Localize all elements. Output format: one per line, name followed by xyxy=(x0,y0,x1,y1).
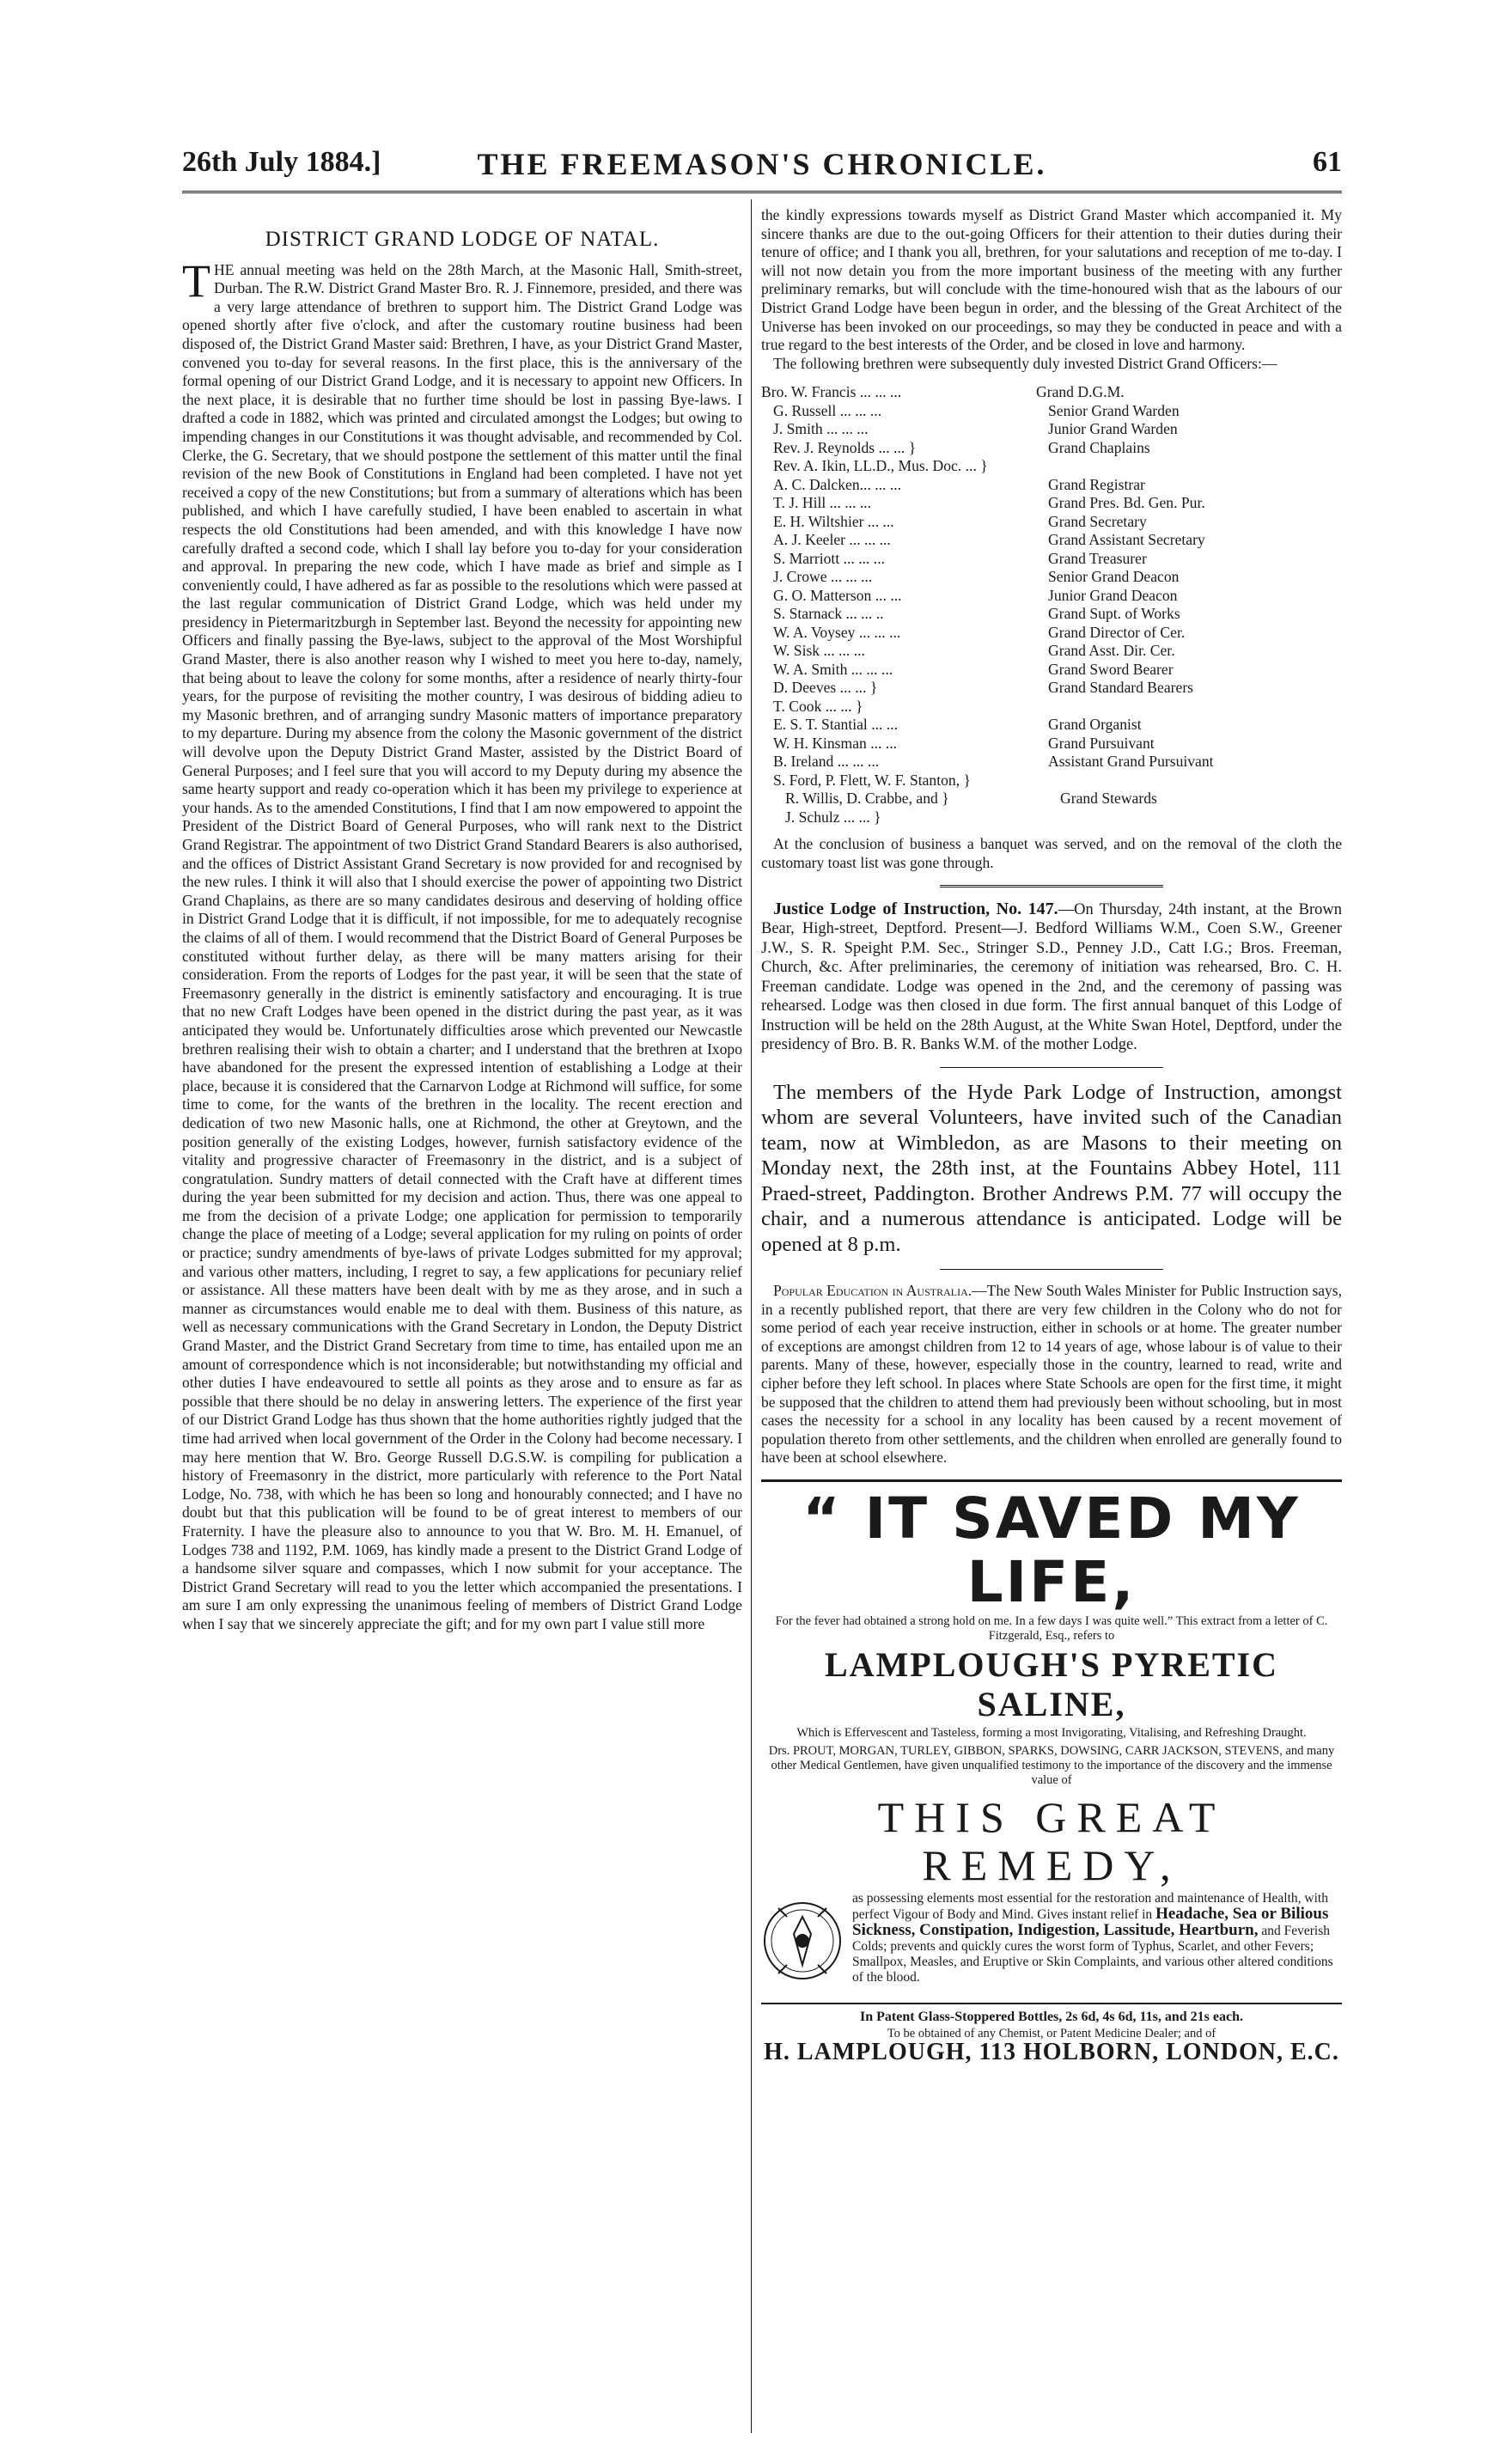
officer-name: G. Russell ... ... ... xyxy=(773,401,882,419)
officer-title xyxy=(1048,698,1342,717)
officer-name: Bro. W. Francis ... ... ... xyxy=(761,383,902,401)
officer-row xyxy=(761,605,1342,624)
officer-name: T. J. Hill ... ... ... xyxy=(773,494,872,512)
hyde-park-notice: The members of the Hyde Park Lodge of Instruction, amongst whom are several Volunteers, have invited such of the Canadian team, now at Wimbledon, as are Masons to their meeting on Monday next, the 28th inst, at the Fountains Abbey Hotel, 111 Praed-street, Paddington. Brother Andrews P.M. 77 will occupy the chair, and a numerous attendance is anticipated. Lodge will be opened at 8 p.m. xyxy=(761,1080,1342,1256)
officer-name: G. O. Matterson ... ... xyxy=(773,586,902,604)
section-rule xyxy=(940,885,1163,887)
justice-lead: Justice Lodge of Instruction, No. 147. xyxy=(773,899,1058,918)
header-rule xyxy=(182,191,1342,193)
officer-title: Grand Treasurer xyxy=(1048,549,1147,567)
ad-brand: LAMPLOUGH'S PYRETIC SALINE, xyxy=(824,1644,1279,1723)
ad-body-pre: as possessing elements most essential for the restoration and maintenance of Health, with perfect Vigour of Body and Mind. Gives instant relief in xyxy=(852,1890,1328,1922)
officer-name: W. Sisk ... ... ... xyxy=(773,642,865,660)
officer-title: Assistant Grand Pursuivant xyxy=(1048,753,1214,771)
article-body xyxy=(182,254,742,1634)
ad-doctors: Drs. PROUT, MORGAN, TURLEY, GIBBON, SPARKS, DOWSING, CARR JACKSON, STEVENS, and many other Medical Gentlemen, have given unqualified testimony to the importance of the discovery and the immense value of xyxy=(768,1743,1335,1787)
section-rule xyxy=(940,1067,1163,1068)
officer-row xyxy=(761,753,1342,772)
officer-title: Senior Grand Warden xyxy=(1048,401,1180,419)
officer-row xyxy=(761,679,1342,698)
officer-name: Rev. A. Ikin, LL.D., Mus. Doc. ... } xyxy=(773,457,988,475)
article-closing: At the conclusion of business a banquet was served, and on the removal of the cloth the customary toast list was gone through. xyxy=(761,835,1342,871)
right-column xyxy=(761,206,1342,2065)
officer-title: Junior Grand Deacon xyxy=(1048,586,1178,604)
officer-name: W. A. Smith ... ... ... xyxy=(773,660,893,678)
officer-title: Grand Stewards xyxy=(1060,790,1157,808)
officer-row xyxy=(761,772,1342,790)
officer-title: Senior Grand Deacon xyxy=(1048,568,1180,586)
officer-row xyxy=(761,698,1342,717)
justice-text: —On Thursday, 24th instant, at the Brown Bear, High-street, Deptford. Present—J. Bedford Williams W.M., Coen S.W., Greener J.W., S. R. Speight P.M. Sec., Stringer S.D., Penney J.D., Catt I.G.; Bros. Freeman, Church, &c. After preliminaries, the ceremony of initiation was rehearsed, Bro. C. H. Freeman candidate. Lodge was opened in the 2nd, and the ceremony of passing was rehearsed. Lodge was then closed in due form. The first annual banquet of this Lodge of Instruction will be held on the 28th August, at the White Swan Hotel, Deptford, under the presidency of Bro. B. R. Banks W.M. of the mother Lodge. xyxy=(761,900,1342,1054)
officer-name: R. Willis, D. Crabbe, and } xyxy=(785,790,949,808)
officer-row xyxy=(761,476,1342,495)
officer-title: Grand Organist xyxy=(1048,716,1142,734)
officer-title: Junior Grand Warden xyxy=(1048,420,1178,438)
officer-name: A. C. Dalcken... ... ... xyxy=(773,475,902,493)
officer-title: Grand Pursuivant xyxy=(1048,734,1155,752)
article-title: DISTRICT GRAND LODGE OF NATAL. xyxy=(265,228,660,251)
section-rule xyxy=(940,1269,1163,1270)
officer-name: J. Smith ... ... ... xyxy=(773,420,869,438)
officer-name: S. Marriott ... ... ... xyxy=(773,549,885,567)
officer-title: Grand Registrar xyxy=(1048,475,1145,493)
officer-row xyxy=(761,808,1342,827)
officer-row xyxy=(761,420,1342,439)
ad-body-ailments: Headache, Sea or Bilious Sickness, Constipation, Indigestion, Lassitude, Heartburn, xyxy=(852,1904,1329,1939)
ad-body xyxy=(761,1891,1342,1992)
article-paragraph: HE annual meeting was held on the 28th March, at the Masonic Hall, Smith-street, Durban. The R.W. District Grand Master Bro. R. J. Finnemore, presided, and there was a very large attendance of brethren to support him. The District Grand Lodge was opened shortly after five o'clock, and after the customary routine business had been disposed of, the District Grand Master said: Brethren, I have, as your District Grand Master, convened you to-day for several reasons. In the first place, this is the anniversary of the formal opening of our District Grand Lodge, and it is necessary to appoint new Officers. In the next place, it is desirable that no further time should be lost in passing Bye-laws. I drafted a code in 1882, which was printed and circulated amongst the Lodges; but owing to impending changes in our Constitutions it was thought advisable, and recommended by Col. Clerke, the G. Secretary, that we should postpone the settlement of this matter until the final revision of the new Book of Constitutions in England had been completed. I have not yet received a copy of the new Constitutions; but from a summary of alterations which has been published, and which I have carefully studied, I have been enabled to ascertain in what respects the old Constitutions had been amended, and with this knowledge I have now carefully drafted a second code, which I shall lay before you to-day for your consideration and approval. In preparing the new code, which I have made as brief and simple as I conveniently could, I have adhered as far as possible to the resolutions which were passed at the last regular communication of District Grand Lodge, which was held under my presidency in Pietermaritzburgh in September last. Beyond the necessity for appointing new Officers and finally passing the Bye-laws, subject to the approval of the Most Worshipful Grand Master, there is also another reason why I wished to meet you here to-day, namely, that being about to leave the colony for some months, after a residence of nearly thirty-four years, for the purpose of revisiting the mother country, I was desirous of bidding adieu to my Masonic brethren, and of arranging sundry Masonic matters of importance preparatory to my departure. During my absence from the colony the Masonic government of the district will devolve upon the Deputy District Grand Master, assisted by the District Board of General Purposes; and I feel sure that you will accord to my Deputy during my absence the same hearty support and ready co-operation which it has been my privilege to experience at your hands. As to the amended Constitutions, I find that I am now empowered to appoint the President of the District Board of General Purposes, who will rank next to the District Grand Registrar. The appointment of two District Grand Standard Bearers is also authorised, and the offices of District Assistant Grand Secretary is now provided for and recognised by the new rules. I think it will also that I should exercise the power of appointing two District Grand Chaplains, as there are so many candidates desirous and deserving of holding office in District Grand Lodge that it is difficult, if not impossible, for me to adequately recognise the claims of all of them. I would recommend that the District Board of General Purposes be constituted without further delay, as there will be many matters arising for their consideration. From the reports of Lodges for the past year, it will be seen that the state of Freemasonry generally in the district is eminently satisfactory and encouraging. It is true that no new Craft Lodges have been opened in the district during the past year, as it was anticipated they would be. Unfortunately difficulties arose which prevented our Newcastle brethren realising their wish to obtain a charter; and I understand that the brethren at Ixopo have abandoned for the present the expressed intention of establishing a Lodge at their place, because it is considered that the Carnarvon Lodge at Richmond will suffice, for some time to come, for the wants of the brethren in the locality. The recent erection and dedication of two new Masonic halls, one at Richmond, the other at Greytown, and the position generally of the existing Lodges, however, furnish satisfactory evidence of the vitality and progressive character of Freemasonry in the district, and is a subject of congratulation. Sundry matters of detail connected with the Craft have at different times during the year been submitted for my decision and action. Thus, there was one appeal to me from the decision of a private Lodge; one application for permission to temporarily change the place of meeting of a Lodge; several application for my ruling on points of order or practice; sundry amendments of bye-laws of private Lodges submitted for my approval; and various other matters, including, I regret to say, a few applications for pecuniary relief or assistance. All these matters have been dealt with by me as they arose, and in such a manner as circumstances would enable me to deal with them. Business of this nature, as well as necessary communications with the Grand Secretary in London, the Deputy District Grand Master, and the District Grand Secretary from time to time, has entailed upon me an amount of correspondence which is not inconsiderable; but notwithstanding my official and other duties I have endeavoured to settle all points as they arose and to ensure as far as possible that there should be no delay in answering letters. The experience of the first year of our District Grand Lodge has thus shown that the home authorities rightly judged that the time had arrived when local government of the Order in the Colony had become necessary. I may here mention that W. Bro. George Russell D.G.S.W. is compiling for publication a history of Freemasonry in the district, more particularly with reference to the Port Natal Lodge, No. 738, with which he has been so long and honourably connected; and I have no doubt but that this publication will be found to be of great interest to members of our Fraternity. I have the pleasure also to announce to you that W. Bro. M. H. Emanuel, of Lodges 738 and 1192, P.M. 1069, has kindly made a present to the District Grand Lodge of a handsome silver square and compasses, which I now submit for your acceptance. The District Grand Secretary will read to you the letter which accompanied the presentations. I am sure I am only expressing the unanimous feeling of members of District Grand Lodge when I say that we sincerely appreciate the gift; and for my own part I value still more xyxy=(182,260,742,1632)
page-header xyxy=(182,146,1342,180)
officer-row xyxy=(761,457,1342,476)
officer-title xyxy=(1048,457,1342,476)
officer-name: J. Crowe ... ... ... xyxy=(773,568,873,586)
page-number: 61 xyxy=(1313,146,1342,178)
officer-name: Rev. J. Reynolds ... ... } xyxy=(773,438,917,456)
officer-row xyxy=(761,716,1342,735)
ad-body-post: and Feverish Colds; prevents and quickly cures the worst form of Typhus, Scarlet, and other Fevers; Smallpox, Measles, and Eruptive or Skin Complaints, and various other altered conditions of the blood. xyxy=(852,1923,1333,1985)
justice-lodge-notice xyxy=(761,900,1342,1055)
officer-title: Grand Secretary xyxy=(1048,512,1147,530)
popular-text: —The New South Wales Minister for Public Instruction says, in a recently published report, that there are very few children in the Colony who do not for some period of each year receive instruction, either in schools or at home. The greater number of exceptions are amongst children from 12 to 14 years of age, whose labour is of value to their parents. Many of these, however, especially those in the country, learned to read, write and cipher before they left school. In places where State Schools are open for the first time, it might be supposed that the children to attend them had previously been without schooling, but in most cases the necessity for a school in any locality has been caused by a recent movement of population thereto from other settlements, and the children when enrolled are generally found to have been at school elsewhere. xyxy=(761,1282,1342,1467)
header-title: THE FREEMASON'S CHRONICLE. xyxy=(477,147,1047,181)
officer-name: A. J. Keeler ... ... ... xyxy=(773,531,891,549)
officer-row xyxy=(761,568,1342,587)
officer-title: Grand Supt. of Works xyxy=(1048,605,1180,623)
officer-title: Grand Pres. Bd. Gen. Pur. xyxy=(1048,494,1205,512)
ad-headline: “ IT SAVED MY LIFE, xyxy=(802,1485,1301,1615)
officer-name: E. H. Wiltshier ... ... xyxy=(773,512,894,530)
officer-row xyxy=(761,531,1342,550)
officer-name: W. A. Voysey ... ... ... xyxy=(773,623,901,641)
officer-row xyxy=(761,624,1342,643)
officer-row xyxy=(761,439,1342,458)
ad-address: H. LAMPLOUGH, 113 HOLBORN, LONDON, E.C. xyxy=(764,2038,1339,2065)
officer-row xyxy=(761,402,1342,421)
left-column xyxy=(182,206,742,1634)
officer-row xyxy=(761,550,1342,569)
ad-prices: In Patent Glass-Stoppered Bottles, 2s 6d, 4s 6d, 11s, and 21s each. xyxy=(761,2003,1342,2027)
officer-title: Grand Director of Cer. xyxy=(1048,623,1186,641)
officer-name: B. Ireland ... ... ... xyxy=(773,753,880,771)
officer-title: Grand Standard Bearers xyxy=(1048,679,1194,697)
officers-intro: The following brethren were subsequently duly invested District Grand Officers:— xyxy=(773,354,1277,372)
officer-title: Grand Chaplains xyxy=(1048,438,1150,456)
officers-list xyxy=(761,383,1342,826)
officer-title xyxy=(1048,772,1342,790)
seal-icon xyxy=(761,1891,844,1992)
ad-brand-description: Which is Effervescent and Tasteless, forming a most Invigorating, Vitalising, and Refreshing Draught. xyxy=(796,1725,1307,1740)
officer-name: S. Ford, P. Flett, W. F. Stanton, } xyxy=(773,771,971,789)
officer-name: D. Deeves ... ... } xyxy=(773,679,878,697)
officer-row xyxy=(761,642,1342,661)
header-date: 26th July 1884.] xyxy=(182,146,381,178)
officer-name: E. S. T. Stantial ... ... xyxy=(773,716,898,734)
officer-row xyxy=(761,513,1342,532)
officer-title: Grand Sword Bearer xyxy=(1048,660,1174,678)
dropcap: T xyxy=(182,254,210,307)
officer-row xyxy=(761,383,1342,402)
officer-title: Grand Assistant Secretary xyxy=(1048,531,1205,549)
advertisement xyxy=(761,1479,1342,2065)
officer-row xyxy=(761,661,1342,680)
officer-name: S. Starnack ... ... .. xyxy=(773,605,884,623)
officer-name: T. Cook ... ... } xyxy=(773,697,863,715)
officer-row xyxy=(761,790,1342,808)
officer-name: W. H. Kinsman ... ... xyxy=(773,734,898,752)
popular-education-notice xyxy=(761,1282,1342,1467)
officer-row xyxy=(761,494,1342,513)
ad-subline: For the fever had obtained a strong hold on me. In a few days I was quite well.” This extract from a letter of C. Fitzgerald, Esq., refers to xyxy=(775,1613,1328,1643)
ad-body-text xyxy=(852,1891,1342,1985)
ad-obtain: To be obtained of any Chemist, or Patent Medicine Dealer; and of xyxy=(887,2026,1216,2040)
article-continuation: the kindly expressions towards myself as District Grand Master which accompanied it. My sincere thanks are due to the out-going Officers for their attention to their duties during their tenure of office; and I thank you all, brethren, for your salutations and reception of me to-day. I will not now detain you from the more important business of the meeting with any further preliminary remarks, but will conclude with the time-honoured wish that as the labours of our District Grand Lodge have been begun in order, and the blessing of the Great Architect of the Universe has been invoked on our proceedings, so may they be conducted in peace and with a true regard to the best interests of the Order, and be closed in love and harmony. xyxy=(761,206,1342,354)
ad-great-remedy: THIS GREAT REMEDY, xyxy=(877,1792,1226,1889)
officer-title xyxy=(1060,808,1342,827)
popular-lead: Popular Education in Australia. xyxy=(773,1282,972,1300)
officer-row xyxy=(761,587,1342,606)
officer-row xyxy=(761,735,1342,753)
column-rule xyxy=(751,199,752,2433)
officer-name: J. Schulz ... ... } xyxy=(785,808,881,826)
officer-title: Grand D.G.M. xyxy=(1036,383,1125,401)
officer-title: Grand Asst. Dir. Cer. xyxy=(1048,642,1175,660)
